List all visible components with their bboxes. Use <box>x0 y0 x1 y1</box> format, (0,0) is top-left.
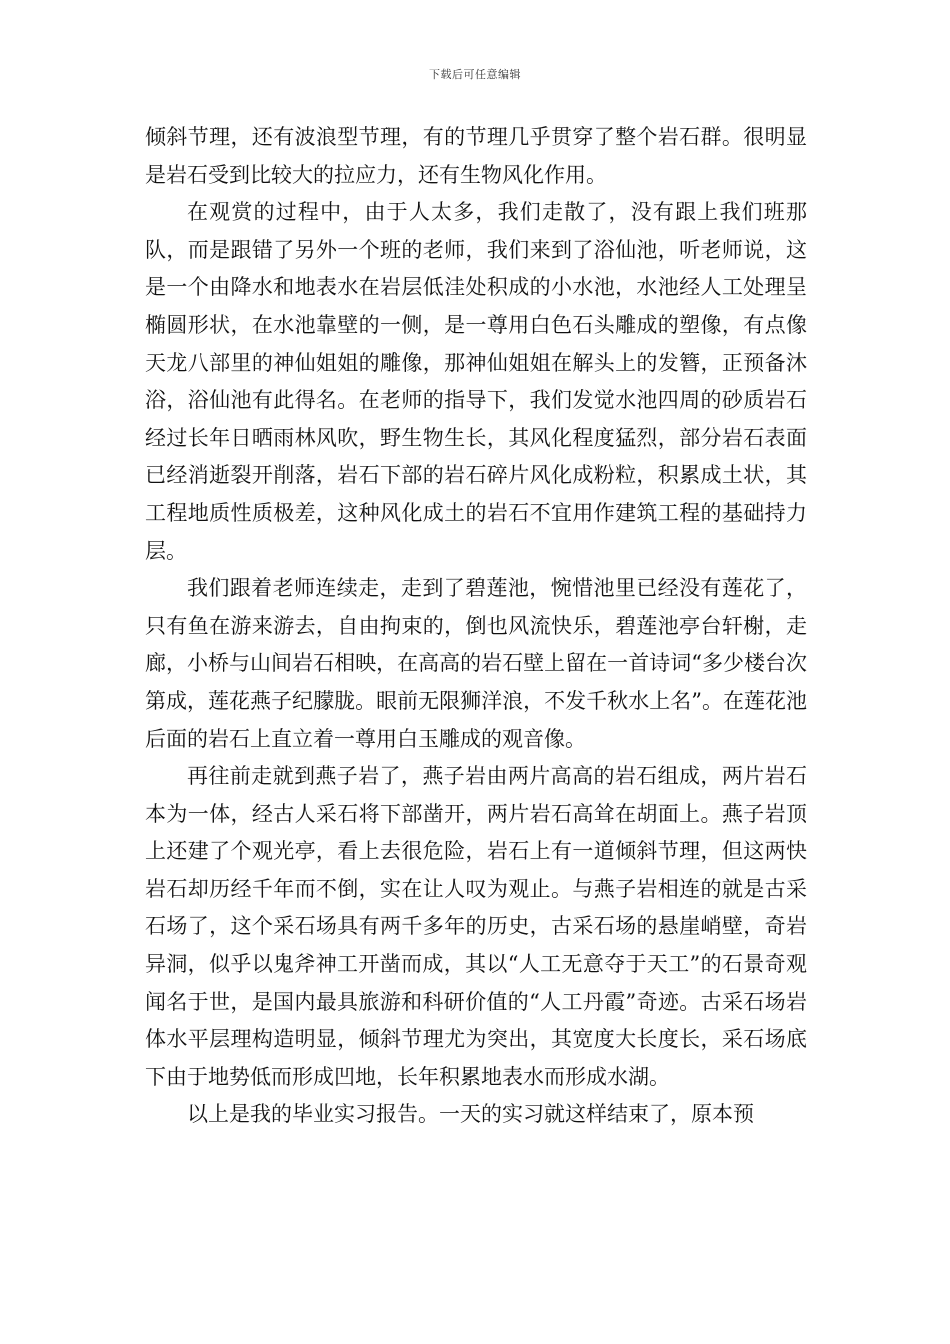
paragraph-swallow-rock: 再往前走就到燕子岩了，燕子岩由两片高高的岩石组成，两片岩石本为一体，经古人采石将下部凿开，两片岩石高耸在胡面上。燕子岩顶上还建了个观光亭，看上去很危险，岩石上有一道倾斜节理，但这两快岩石却历经千年而不倒，实在让人叹为观止。与燕子岩相连的就是古采石场了，这个采石场具有两千多年的历史，古采石场的悬崖峭壁，奇岩异洞，似乎以鬼斧神工开凿而成，其以“人工无意夺于天工”的石景奇观闻名于世，是国内最具旅游和科研价值的“人工丹霞”奇迹。古采石场岩体水平层理构造明显，倾斜节理尤为突出，其宽度大长度长，采石场底下由于地势低而形成凹地，长年积累地表水而形成水湖。 <box>145 764 807 1089</box>
paragraph-lotus-pool: 我们跟着老师连续走，走到了碧莲池，惋惜池里已经没有莲花了，只有鱼在游来游去，自由拘束的，倒也风流快乐，碧莲池亭台轩榭，走廊，小桥与山间岩石相映，在高高的岩石壁上留在一首诗词“多少楼台次第成，莲花燕子纪朦胧。眼前无限狮洋浪，不发千秋水上名”。在莲花池后面的岩石上直立着一尊用白玉雕成的观音像。 <box>145 576 807 751</box>
report-body <box>145 119 807 1134</box>
header-note: 下载后可任意编辑 <box>429 68 521 81</box>
paragraph-conclusion: 以上是我的毕业实习报告。一天的实习就这样结束了，原本预 <box>187 1102 754 1127</box>
paragraph-bath-fairy-pool: 在观赏的过程中，由于人太多，我们走散了，没有跟上我们班那队，而是跟错了另外一个班的老师，我们来到了浴仙池，听老师说，这是一个由降水和地表水在岩层低洼处积成的小水池，水池经人工处理呈椭圆形状，在水池靠壁的一侧，是一尊用白色石头雕成的塑像，有点像天龙八部里的神仙姐姐的雕像，那神仙姐姐在解头上的发簪，正预备沐浴，浴仙池有此得名。在老师的指导下，我们发觉水池四周的砂质岩石经过长年日晒雨林风吹，野生物生长，其风化程度猛烈，部分岩石表面已经消逝裂开削落，岩石下部的岩石碎片风化成粉粒，积累成土状，其工程地质性质极差，这种风化成土的岩石不宜用作建筑工程的基础持力层。 <box>145 200 807 563</box>
paragraph-continuation: 倾斜节理，还有波浪型节理，有的节理几乎贯穿了整个岩石群。很明显是岩石受到比较大的拉应力，还有生物风化作用。 <box>145 125 807 187</box>
